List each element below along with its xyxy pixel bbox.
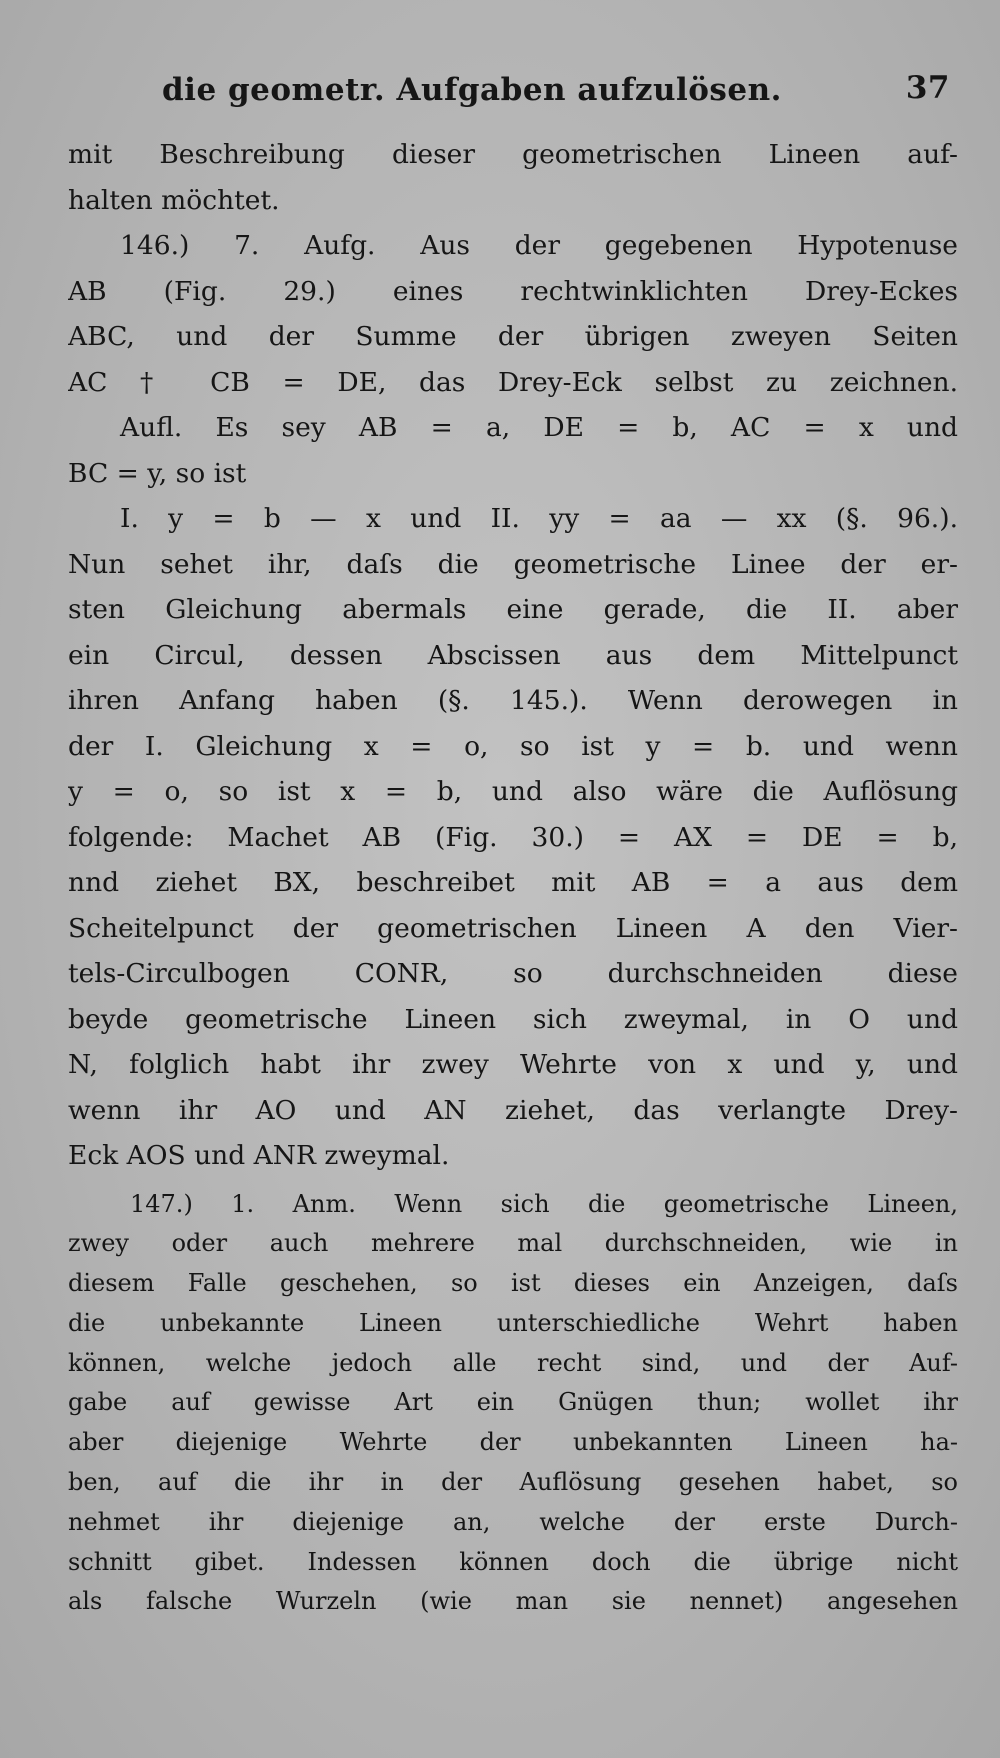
text-line: AB (Fig. 29.) eines rechtwinklichten Drey-Eckes [68,275,958,307]
text-line: halten möchtet. [68,184,280,216]
text-line: N, folglich habt ihr zwey Wehrte von x und y, und [68,1049,958,1080]
text-line: tels-Circulbogen CONR, so durchschneiden diese [68,958,958,989]
book-page [68,70,958,1730]
text-line: aber diejenige Wehrte der unbekannten Lineen ha- [68,1428,958,1457]
text-line: folgende: Machet AB (Fig. 30.) = AX = DE = b, [68,821,958,853]
text-line: gabe auf gewisse Art ein Gnügen thun; wollet ihr [68,1388,958,1417]
text-line: Nun sehet ihr, daſs die geometrische Linee der er- [68,548,958,580]
text-line: beyde geometrische Lineen sich zweymal, in O und [68,1003,958,1035]
text-line: Scheitelpunct der geometrischen Lineen A den Vier- [68,912,958,944]
text-line: diesem Falle geschehen, so ist dieses ein Anzeigen, daſs [68,1269,958,1298]
text-line: ihren Anfang haben (§. 145.). Wenn derowegen in [68,685,958,716]
text-line: zwey oder auch mehrere mal durchschneiden, wie in [68,1229,958,1258]
page-number: 37 [905,70,950,106]
page-header [68,70,958,132]
text-line: nehmet ihr diejenige an, welche der erste Durch- [68,1507,958,1536]
text-line: Eck AOS und ANR zweymal. [68,1140,450,1171]
paragraph-146-start: 146.) 7. Aufg. Aus der gegebenen Hypotenuse [120,230,958,261]
paragraph-147-start: 147.) 1. Anm. Wenn sich die geometrische Lineen, [130,1189,958,1218]
text-line: die unbekannte Lineen unterschiedliche Wehrt haben [68,1308,958,1337]
text-line: der I. Gleichung x = o, so ist y = b. und wenn [68,730,958,762]
text-line: nnd ziehet BX, beschreibet mit AB = a aus dem [68,867,958,898]
text-line: wenn ihr AO und AN ziehet, das verlangte Drey- [68,1094,958,1126]
text-line: mit Beschreibung dieser geometrischen Lineen auf- [68,139,958,170]
text-line: ABC, und der Summe der übrigen zweyen Seiten [68,321,958,352]
text-line: y = o, so ist x = b, und also wäre die Auflösung [68,776,958,807]
text-line: ein Circul, dessen Abscissen aus dem Mittelpunct [68,639,958,671]
remark-text [68,1185,958,1623]
equations-line: I. y = b — x und II. yy = aa — xx (§. 96.). [120,503,958,534]
text-line: können, welche jedoch alle recht sind, und der Auf- [68,1348,958,1377]
text-line: AC † CB = DE, das Drey-Eck selbst zu zeichnen. [68,366,958,398]
text-line: sten Gleichung abermals eine gerade, die II. aber [68,594,958,625]
text-line: schnitt gibet. Indessen können doch die übrige nicht [68,1547,958,1576]
text-line: als falsche Wurzeln (wie man sie nennet) angesehen [68,1587,958,1616]
body-text [68,132,958,1179]
running-head: die geometr. Aufgaben aufzulösen. [162,72,782,108]
text-line: BC = y, so ist [68,457,247,489]
solution-start: Aufl. Es sey AB = a, DE = b, AC = x und [120,412,958,443]
text-line: ben, auf die ihr in der Auflösung gesehen habet, so [68,1468,958,1497]
